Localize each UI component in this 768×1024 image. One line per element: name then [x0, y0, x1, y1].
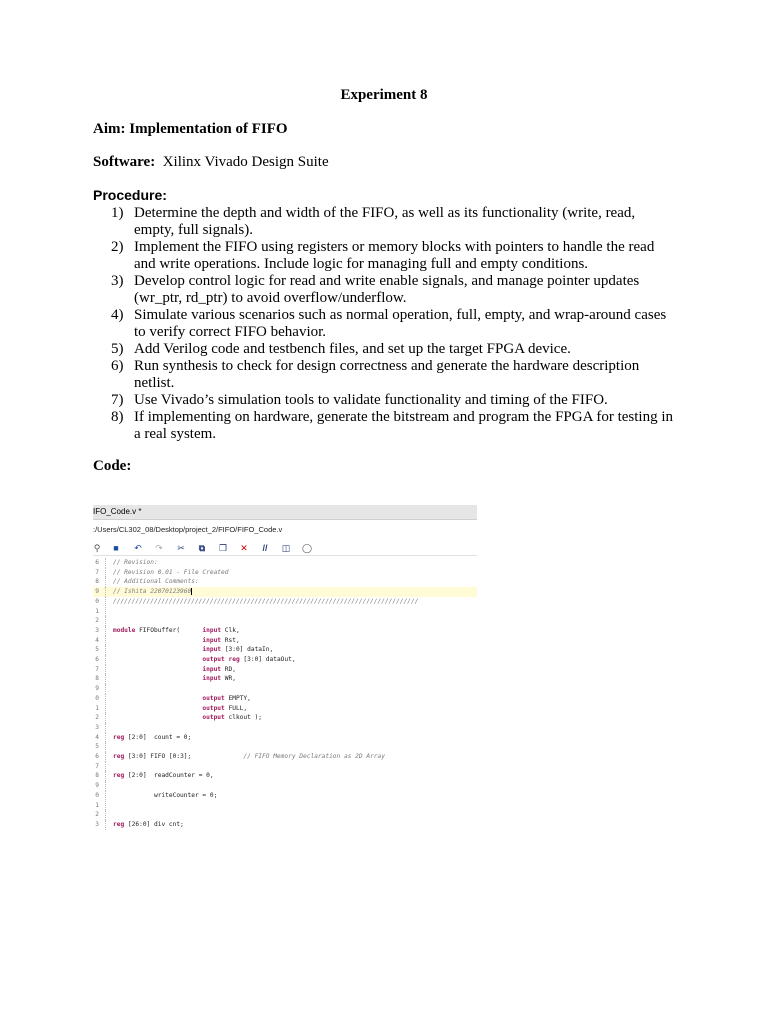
line-number: 0	[95, 791, 99, 799]
code-text: input Rst,	[202, 636, 240, 644]
code-line[interactable]	[93, 801, 477, 811]
code-text: module FIFObuffer( input Clk,	[113, 626, 240, 634]
code-line[interactable]	[93, 781, 477, 791]
line-number: 2	[95, 811, 99, 819]
code-text: // Additional Comments:	[113, 578, 199, 586]
search-icon[interactable]: ⚲	[93, 543, 101, 553]
gutter	[105, 568, 106, 578]
gutter	[105, 587, 106, 597]
line-number: 9	[95, 588, 99, 596]
code-text: reg [2:0] readCounter = 0,	[113, 772, 214, 780]
code-line[interactable]	[93, 645, 477, 655]
code-line[interactable]	[93, 820, 477, 830]
line-number: 8	[95, 772, 99, 780]
code-text: reg [26:0] div cnt;	[113, 820, 184, 828]
comment-icon[interactable]: //	[262, 543, 268, 553]
code-line[interactable]	[93, 684, 477, 694]
code-text: output FULL,	[202, 704, 248, 712]
cut-icon[interactable]: ✂	[177, 543, 185, 553]
code-text: //////////////////////////////////////////////////////////////////////////////////	[113, 597, 419, 605]
code-line[interactable]	[93, 636, 477, 646]
code-line[interactable]	[93, 733, 477, 743]
aim-line	[93, 121, 288, 138]
list-item: 8) If implementing on hardware, generate the bitstream and program the FPGA for testing in a real system.	[111, 409, 674, 442]
gutter	[105, 723, 106, 733]
save-icon[interactable]: ■	[113, 543, 119, 553]
undo-icon[interactable]: ↶	[134, 543, 142, 553]
procedure-list	[93, 205, 678, 443]
line-number: 7	[95, 762, 99, 770]
gutter	[105, 636, 106, 646]
code-line[interactable]	[93, 626, 477, 636]
line-number: 4	[95, 733, 99, 741]
gutter	[105, 752, 106, 762]
gutter	[105, 820, 106, 830]
gutter	[105, 577, 106, 587]
gutter	[105, 742, 106, 752]
gutter	[105, 810, 106, 820]
code-line[interactable]	[93, 791, 477, 801]
list-item: 2) Implement the FIFO using registers or memory blocks with pointers to handle the read and write operations. Include logic for managing full and empty conditions.	[111, 239, 655, 272]
code-line[interactable]	[93, 568, 477, 578]
code-line[interactable]	[93, 752, 477, 762]
code-line[interactable]	[93, 655, 477, 665]
split-icon[interactable]: ◫	[281, 543, 291, 553]
code-line[interactable]	[93, 694, 477, 704]
hint-icon[interactable]: ◯	[301, 543, 313, 553]
line-number: 9	[95, 685, 99, 693]
code-line[interactable]	[93, 577, 477, 587]
line-number: 6	[95, 559, 99, 566]
procedure-heading: Procedure:	[93, 187, 167, 203]
redo-icon[interactable]: ↷	[155, 543, 163, 553]
gutter	[105, 762, 106, 772]
editor-toolbar	[93, 541, 477, 556]
gutter	[105, 801, 106, 811]
gutter	[105, 558, 106, 568]
line-number: 3	[95, 626, 99, 634]
line-number: 7	[95, 568, 99, 576]
copy-icon[interactable]: ⧉	[198, 543, 206, 553]
code-editor-screenshot	[93, 505, 477, 837]
code-text: writeCounter = 0;	[113, 791, 218, 799]
gutter	[105, 626, 106, 636]
code-line[interactable]	[93, 810, 477, 820]
delete-icon[interactable]: ✕	[240, 543, 248, 553]
line-number: 1	[95, 704, 99, 712]
file-path: :/Users/CL302_08/Desktop/project_2/FIFO/FIFO_Code.v	[93, 525, 283, 534]
gutter	[105, 665, 106, 675]
code-line[interactable]	[93, 704, 477, 714]
line-number: 2	[95, 617, 99, 625]
gutter	[105, 694, 106, 704]
gutter	[105, 704, 106, 714]
code-line[interactable]	[93, 665, 477, 675]
line-number: 5	[95, 743, 99, 751]
line-number: 3	[95, 820, 99, 828]
code-line[interactable]	[93, 607, 477, 617]
list-item: 6) Run synthesis to check for design correctness and generate the hardware description netlist.	[111, 358, 640, 391]
page-title: Experiment 8	[340, 87, 428, 103]
editor-tab-title: IFO_Code.v *	[93, 507, 142, 516]
code-line[interactable]	[93, 558, 477, 568]
line-number: 2	[95, 714, 99, 722]
code-text: // Revision 0.01 - File Created	[113, 568, 229, 576]
gutter	[105, 684, 106, 694]
list-item: 1) Determine the depth and width of the FIFO, as well as its functionality (write, read, empty, full signals).	[111, 205, 636, 238]
gutter	[105, 645, 106, 655]
code-text: // Revision:	[113, 559, 158, 566]
software-label: Software:	[93, 154, 156, 170]
gutter	[105, 781, 106, 791]
code-line[interactable]	[93, 723, 477, 733]
line-number: 3	[95, 723, 99, 731]
gutter	[105, 713, 106, 723]
line-number: 8	[95, 578, 99, 586]
gutter	[105, 655, 106, 665]
code-line[interactable]	[93, 742, 477, 752]
text-cursor	[191, 588, 192, 595]
line-number: 7	[95, 665, 99, 673]
gutter	[105, 607, 106, 617]
software-line	[93, 154, 329, 171]
gutter	[105, 733, 106, 743]
editor-tab[interactable]	[93, 505, 477, 520]
line-number: 0	[95, 694, 99, 702]
aim-text: Implementation of FIFO	[129, 121, 288, 137]
line-number: 6	[95, 656, 99, 663]
code-text: output reg [3:0] dataOut,	[202, 656, 296, 663]
list-item: 3) Develop control logic for read and write enable signals, and manage pointer updates (wr_ptr, rd_ptr) to avoid overflow/underflow.	[111, 273, 640, 306]
gutter	[105, 616, 106, 626]
list-item: 5) Add Verilog code and testbench files, and set up the target FPGA device.	[111, 341, 571, 357]
line-number: 1	[95, 801, 99, 809]
gutter	[105, 791, 106, 801]
code-text: input RD,	[202, 665, 236, 673]
code-line[interactable]	[93, 762, 477, 772]
code-text: input [3:0] dataIn,	[202, 646, 274, 654]
line-number: 5	[95, 646, 99, 654]
code-line[interactable]	[93, 674, 477, 684]
line-number: 4	[95, 636, 99, 644]
code-text: output EMPTY,	[202, 694, 251, 702]
code-heading: Code:	[93, 458, 132, 474]
line-number: 8	[95, 675, 99, 683]
list-item: 4) Simulate various scenarios such as normal operation, full, empty, and wrap-around cases to verify correct FIFO behavior.	[111, 307, 667, 340]
line-number: 0	[95, 597, 99, 605]
paste-icon[interactable]: ❐	[218, 543, 228, 553]
code-text: reg [2:0] count = 0;	[113, 733, 192, 741]
code-line[interactable]	[93, 587, 477, 597]
gutter	[105, 597, 106, 607]
code-line[interactable]	[93, 597, 477, 607]
software-text: Xilinx Vivado Design Suite	[162, 154, 329, 170]
line-number: 9	[95, 782, 99, 790]
code-line[interactable]	[93, 616, 477, 626]
gutter	[105, 674, 106, 684]
code-text: // Ishita 22070123960	[113, 588, 192, 596]
code-line[interactable]	[93, 713, 477, 723]
aim-label: Aim:	[93, 121, 126, 137]
gutter	[105, 771, 106, 781]
code-text: input WR,	[202, 675, 236, 683]
code-text: output clkout );	[202, 714, 263, 722]
line-number: 1	[95, 607, 99, 615]
line-number: 6	[95, 753, 99, 760]
list-item: 7) Use Vivado’s simulation tools to validate functionality and timing of the FIFO.	[111, 392, 608, 408]
code-text: reg [3:0] FIFO [0:3]; // FIFO Memory Declaration as 2D Array	[113, 753, 385, 760]
code-line[interactable]	[93, 771, 477, 781]
